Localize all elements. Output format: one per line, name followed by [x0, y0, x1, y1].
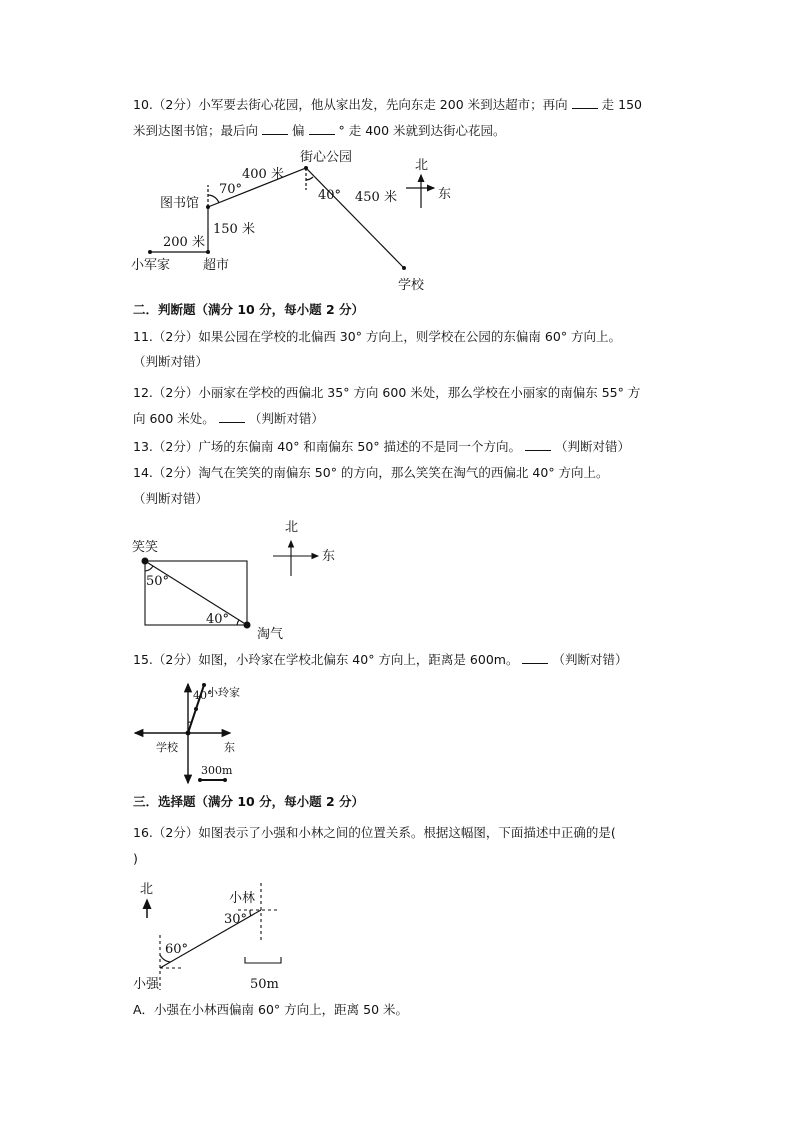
- label-park: 街心公园: [300, 150, 353, 165]
- label-east: 东: [224, 741, 235, 754]
- point-xiaoxiao: [142, 558, 149, 565]
- label-distance-450: 450 米: [355, 190, 397, 205]
- q16-diagram: [147, 883, 281, 990]
- label-scale: 300m: [201, 764, 233, 777]
- compass-north-label: 北: [285, 520, 299, 535]
- q15-text: （判断对错）: [552, 652, 628, 667]
- section-2-heading: 二．判断题（满分 10 分，每小题 2 分）: [133, 302, 365, 317]
- q10-text: 走 150: [601, 97, 642, 112]
- q16-line1: 16.（2分）如图表示了小强和小林之间的位置关系。根据这幅图，下面描述中正确的是(: [133, 825, 616, 840]
- q12-text: （判断对错）: [248, 411, 324, 426]
- label-angle-50: 50°: [146, 574, 170, 589]
- q10-route-diagram: [150, 168, 434, 268]
- q13-text: （判断对错）: [555, 439, 631, 454]
- q15-text: 15.（2分）如图，小玲家在学校北偏东 40° 方向上，距离是 600m。: [133, 652, 519, 667]
- label-distance-200: 200 米: [163, 235, 205, 250]
- q14-diagram: [145, 541, 318, 625]
- label-library: 图书馆: [160, 196, 200, 211]
- q16-line2: ): [133, 851, 138, 866]
- q14-line1: 14.（2分）淘气在笑笑的南偏东 50° 的方向，那么笑笑在淘气的西偏北 40° 方向上。: [133, 465, 609, 480]
- label-scale: 50m: [250, 977, 279, 992]
- q13-text: 13.（2分）广场的东偏南 40° 和南偏东 50° 描述的不是同一个方向。: [133, 439, 522, 454]
- compass-north-label: 北: [415, 158, 429, 173]
- q12-line1: 12.（2分）小丽家在学校的西偏北 35° 方向 600 米处，那么学校在小丽家的南偏东 55° 方: [133, 385, 641, 400]
- compass-east-label: 东: [322, 549, 336, 564]
- label-xiaoqiang: 小强: [133, 977, 160, 992]
- label-angle-70: 70°: [219, 182, 243, 197]
- point-taoqi: [244, 622, 251, 629]
- label-north: 北: [140, 882, 154, 897]
- label-taoqi: 淘气: [257, 627, 284, 642]
- label-xiaoling-home: 小玲家: [207, 686, 240, 699]
- label-home: 小军家: [131, 258, 171, 273]
- label-angle-40: 40°: [193, 689, 213, 702]
- q10-text: 10.（2分）小军要去街心花园，他从家出发，先向东走 200 米到达超市；再向: [133, 97, 568, 112]
- label-distance-150: 150 米: [213, 222, 255, 237]
- q16-option-a[interactable]: A．小强在小林西偏南 60° 方向上，距离 50 米。: [133, 1002, 409, 1017]
- q10-text: 偏: [292, 123, 305, 138]
- label-angle-30: 30°: [224, 912, 248, 927]
- q10-text: 米到达图书馆；最后向: [133, 123, 259, 138]
- q12-text: 向 600 米处。: [133, 411, 215, 426]
- label-angle-40: 40°: [206, 612, 230, 627]
- label-school: 学校: [156, 741, 178, 754]
- label-angle-60: 60°: [165, 942, 189, 957]
- compass-east-label: 东: [438, 187, 452, 202]
- label-market: 超市: [203, 258, 230, 273]
- label-angle-40: 40°: [318, 188, 342, 203]
- label-xiaolin: 小林: [229, 891, 256, 906]
- label-xiaoxiao: 笑笑: [132, 540, 159, 555]
- q11-line2: （判断对错）: [133, 354, 209, 369]
- label-distance-400: 400 米: [242, 167, 284, 182]
- label-school: 学校: [398, 278, 425, 293]
- section-3-heading: 三．选择题（满分 10 分，每小题 2 分）: [133, 794, 365, 809]
- q11-line1: 11.（2分）如果公园在学校的北偏西 30° 方向上，则学校在公园的东偏南 60° 方向上。: [133, 329, 622, 344]
- q10-text: ° 走 400 米就到达街心花园。: [338, 123, 506, 138]
- q14-line2: （判断对错）: [133, 491, 209, 506]
